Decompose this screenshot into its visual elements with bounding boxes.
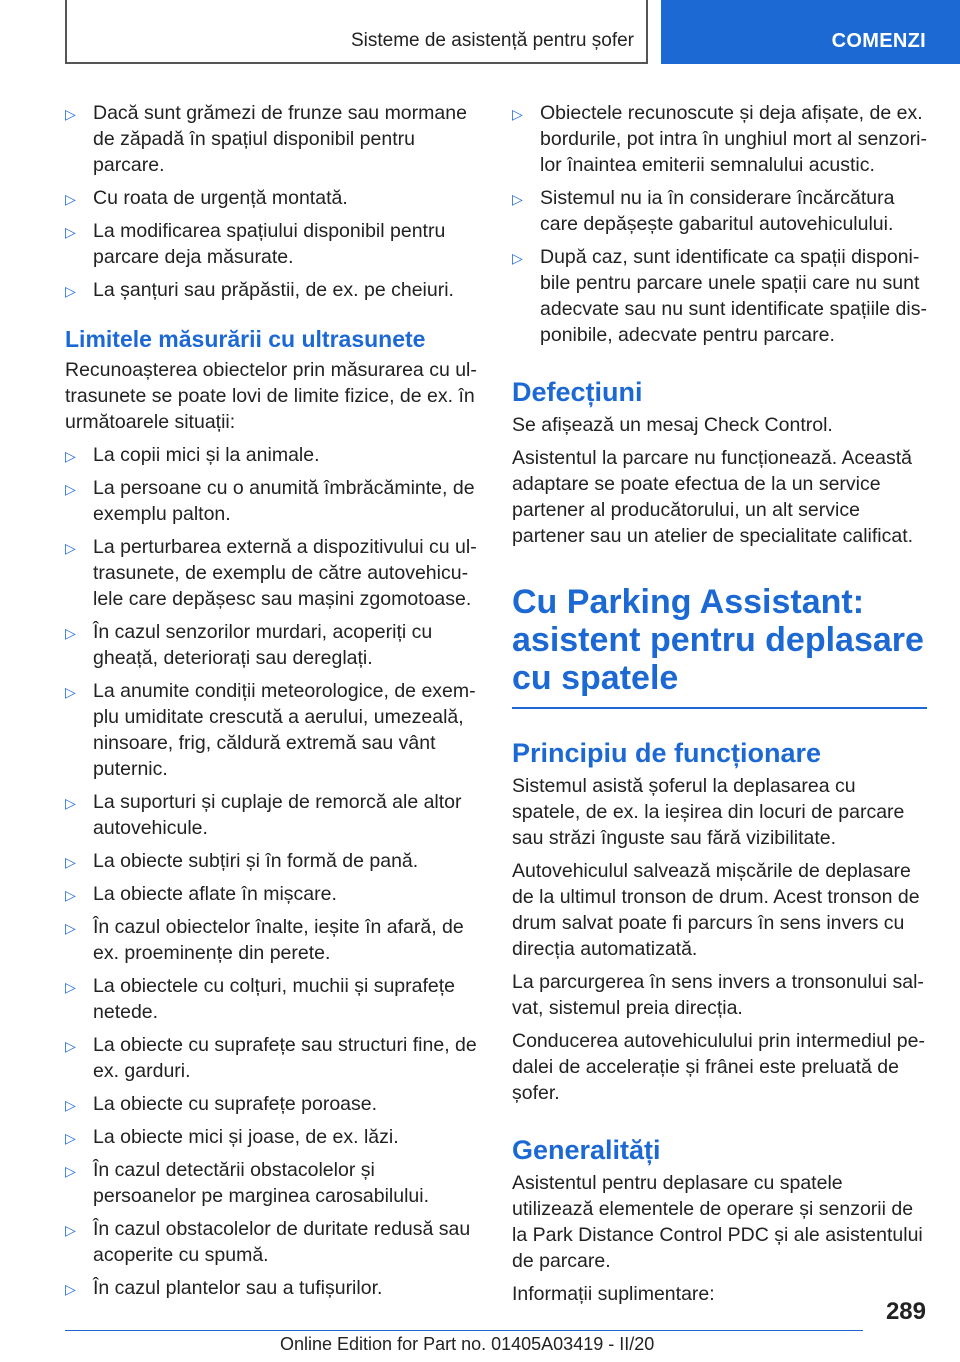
triangle-bullet-icon: ▷ — [512, 250, 523, 266]
list-item: ▷ Sistemul nu ia în considerare încărcătura care depășește gabaritul autovehiculului. — [512, 187, 895, 235]
triangle-bullet-icon: ▷ — [65, 481, 76, 497]
triangle-bullet-icon: ▷ — [65, 1130, 76, 1146]
list-item: ▷ Cu roata de urgență montată. — [65, 185, 480, 211]
list-item: ▷ La copii mici și la animale. — [65, 442, 480, 468]
triangle-bullet-icon: ▷ — [65, 1038, 76, 1054]
right-column — [512, 100, 927, 1314]
section-label: COMENZI — [831, 30, 926, 52]
triangle-bullet-icon: ▷ — [65, 224, 76, 240]
malfunction-paragraph: Asistentul la parcare nu funcționează. Această adaptare se poate efectua de la un service partener al producătorului, un alt service partener sau un atelier de specialitate calificat. — [512, 447, 914, 547]
triangle-bullet-icon: ▷ — [65, 106, 76, 122]
list-item: ▷ În cazul obiectelor înalte, ieșite în afară, de ex. proeminențe din perete. — [65, 916, 464, 964]
triangle-bullet-icon: ▷ — [65, 854, 76, 870]
list-item: ▷ La obiecte aflate în mișcare. — [65, 881, 480, 907]
footer-divider — [65, 1330, 863, 1331]
list-item: ▷ La obiecte cu suprafețe sau structuri fine, de ex. garduri. — [65, 1034, 477, 1082]
triangle-bullet-icon: ▷ — [65, 448, 76, 464]
footer-edition-text: Online Edition for Part no. 01405A03419 - II/20 — [280, 1334, 655, 1354]
right-bullet-list — [512, 100, 927, 348]
list-item: ▷ În cazul obstacolelor de duritate redusă sau acoperite cu spumă. — [65, 1218, 471, 1266]
triangle-bullet-icon: ▷ — [65, 1097, 76, 1113]
principle-paragraph: Autovehiculul salvează mișcările de deplasare de la ultimul tronson de drum. Acest tronson de drum salvat poate fi parcurs în sens invers cu direcția automatizată. — [512, 860, 920, 960]
list-item: ▷ La obiecte mici și joase, de ex. lăzi. — [65, 1124, 480, 1150]
triangle-bullet-icon: ▷ — [65, 625, 76, 641]
triangle-bullet-icon: ▷ — [65, 887, 76, 903]
triangle-bullet-icon: ▷ — [65, 979, 76, 995]
list-item: ▷ În cazul plantelor sau a tufișurilor. — [65, 1275, 480, 1301]
principle-paragraph: Sistemul asistă șoferul la deplasarea cu spatele, de ex. la ieșirea din locuri de parcare sau străzi înguste sau fără vizibilitate. — [512, 775, 905, 849]
list-item: ▷ În cazul senzorilor murdari, acoperiți cu gheață, deteriorați sau dereglați. — [65, 621, 433, 669]
list-item: ▷ La obiecte cu suprafețe poroase. — [65, 1091, 480, 1117]
triangle-bullet-icon: ▷ — [512, 191, 523, 207]
general-paragraph: Informații suplimentare: — [512, 1283, 715, 1305]
triangle-bullet-icon: ▷ — [65, 283, 76, 299]
triangle-bullet-icon: ▷ — [65, 1163, 76, 1179]
list-item: ▷ La șanțuri sau prăpăstii, de ex. pe cheiuri. — [65, 277, 480, 303]
triangle-bullet-icon: ▷ — [65, 1222, 76, 1238]
triangle-bullet-icon: ▷ — [65, 191, 76, 207]
general-paragraph: Asistentul pentru deplasare cu spatele utilizează elementele de operare și senzorii de la Park Distance Control PDC și ale asistentului de parcare. — [512, 1172, 923, 1272]
triangle-bullet-icon: ▷ — [65, 684, 76, 700]
malfunction-heading: Defecțiuni — [512, 377, 643, 407]
header-section-tab — [661, 0, 960, 64]
list-item: ▷ Dacă sunt grămezi de frunze sau mormane de zăpadă în spațiul disponibil pentru parcare. — [65, 102, 467, 176]
list-item: ▷ La obiectele cu colțuri, muchii și suprafețe netede. — [65, 975, 456, 1023]
left-column — [65, 100, 480, 1308]
list-item: ▷ La anumite condiții meteorologice, de exemplu umiditate crescută a aerului, umezeală, ninsoare, frig, căldură extremă sau vânt puternic. — [65, 680, 476, 780]
triangle-bullet-icon: ▷ — [65, 920, 76, 936]
list-item: ▷ În cazul detectării obstacolelor și persoanelor pe marginea carosabilului. — [65, 1159, 430, 1207]
list-item: ▷ La modificarea spațiului disponibil pentru parcare deja măsurate. — [65, 220, 446, 268]
principle-paragraph: Conducerea autovehiculului prin intermediul pedalei de accelerație și frânei este preluată de șofer. — [512, 1030, 926, 1104]
general-heading: Generalități — [512, 1135, 661, 1165]
triangle-bullet-icon: ▷ — [65, 540, 76, 556]
intro-bullet-list — [65, 100, 480, 303]
ultrasound-bullet-list — [65, 442, 480, 1301]
ultrasound-paragraph: Recunoașterea obiectelor prin măsurarea cu ultrasunete se poate lovi de limite fizice, de ex. în următoarele situații: — [65, 359, 477, 433]
triangle-bullet-icon: ▷ — [65, 1281, 76, 1297]
triangle-bullet-icon: ▷ — [512, 106, 523, 122]
list-item: ▷ La persoane cu o anumită îmbrăcăminte, de exemplu palton. — [65, 477, 475, 525]
list-item: ▷ La perturbarea externă a dispozitivului cu ultrasunete, de exemplu de către autovehiculele care depășesc sau mașini zgomotoase. — [65, 536, 477, 610]
header-title-tab — [65, 0, 648, 64]
chapter-heading: Cu Parking Assistant: asistent pentru deplasare cu spatele — [512, 583, 927, 709]
principle-heading: Principiu de funcționare — [512, 738, 822, 768]
list-item: ▷ La obiecte subțiri și în formă de pană. — [65, 848, 480, 874]
list-item: ▷ După caz, sunt identificate ca spații disponibile pentru parcare unele spații care nu sunt adecvate sau nu sunt identificate spațiile disponibile, adecvate pentru parcare. — [512, 246, 927, 346]
list-item: ▷ Obiectele recunoscute și deja afișate, de ex. bordurile, pot intra în unghiul mort al senzorilor înaintea emiterii semnalului acustic. — [512, 102, 927, 176]
principle-paragraph: La parcurgerea în sens invers a tronsonului salvat, sistemul preia direcția. — [512, 971, 924, 1019]
triangle-bullet-icon: ▷ — [65, 795, 76, 811]
header-title: Sisteme de asistență pentru șofer — [350, 30, 634, 51]
page-number: 289 — [885, 1298, 926, 1325]
malfunction-paragraph: Se afișează un mesaj Check Control. — [512, 414, 833, 436]
list-item: ▷ La suporturi și cuplaje de remorcă ale altor autovehicule. — [65, 791, 462, 839]
ultrasound-heading: Limitele măsurării cu ultrasunete — [65, 326, 426, 352]
